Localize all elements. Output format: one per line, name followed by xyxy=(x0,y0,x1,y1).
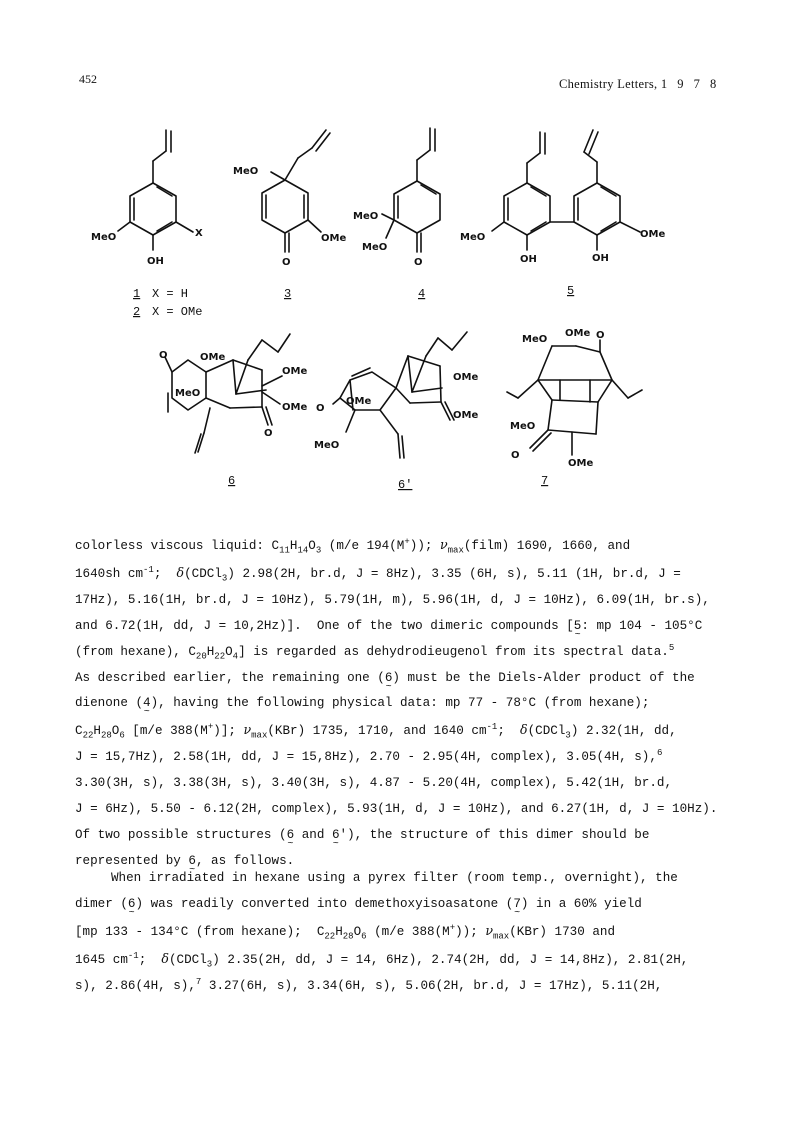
para1-line-5: (from hexane), $C_{20}H_{22}O_4$] is regarded as dehydrodieugenol from its spectral data.$^5$ xyxy=(75,642,675,662)
ome-label-6p-b: OMe xyxy=(453,372,479,383)
structure-7 xyxy=(507,340,642,455)
para1-line-8: $C_{22}H_{28}O_6$ [m/e 388(M+)]; $\nu_{max}(KBr)$ 1735, 1710, and 1640 $cm^{-1}$; δ(CDCl$_3$) 2.32(1H, dd, xyxy=(75,722,677,741)
para1-line-6: As described earlier, the remaining one (6 ~) must be the Diels-Alder product of the xyxy=(75,666,725,692)
para1-line-10: 3.30(3H, s), 3.38(3H, s), 3.40(3H, s), 4.87 - 5.20(4H, complex), 5.42(1H, br.d, xyxy=(75,776,673,791)
ome-label-6b: OMe xyxy=(282,366,308,377)
compound-number-6-prime: 6' xyxy=(398,478,413,492)
structure-5 xyxy=(492,130,640,250)
structure-1-2 xyxy=(118,130,193,250)
legend-2: X = OMe xyxy=(152,305,203,319)
compound-number-5: 5 xyxy=(567,284,575,298)
ome-label-6c: OMe xyxy=(282,402,308,413)
x-label-1: X xyxy=(195,228,203,239)
para2-line-1: When irradiated in hexane using a pyrex filter (room temp., overnight), the xyxy=(111,871,678,885)
meo-label-6: MeO xyxy=(175,388,201,399)
meo-label-1: MeO xyxy=(91,232,117,243)
oh-label-1: OH xyxy=(147,256,164,267)
compound-number-6: 6 xyxy=(228,474,236,488)
meo-label-3: MeO xyxy=(233,166,259,177)
o-label-6p: O xyxy=(316,403,325,414)
ome-label-5: OMe xyxy=(640,229,666,240)
compound-number-2: 2 xyxy=(133,305,141,319)
ome-label-3: OMe xyxy=(321,233,347,244)
compound-number-7: 7 xyxy=(541,474,549,488)
oh-label-5a: OH xyxy=(520,254,537,265)
meo-label-6p: MeO xyxy=(314,440,340,451)
para2-line-4: 1645 $cm^{-1}$; δ(CDCl$_3$) 2.35(2H, dd, J = 14, 6Hz), 2.74(2H, dd, J = 14,8Hz), 2.81(2H, xyxy=(75,950,689,970)
compound-number-3: 3 xyxy=(284,287,292,301)
para2-line-2: dimer (6 ~) was readily converted into demethoxyisoasatone (7 ~) in a 60% yield xyxy=(75,892,725,918)
compound-number-4: 4 xyxy=(418,287,426,301)
para2-line-3: [mp 133 - 134°C (from hexane); $C_{22}H_{28}O_6$ (m/e 388(M+)); $\nu_{max}(KBr)$ 1730 and xyxy=(75,922,616,942)
structure-3 xyxy=(262,130,330,252)
paragraph-2 xyxy=(75,866,725,1000)
o-label-7a: O xyxy=(596,330,605,341)
para1-line-13: represented by 6 ~, as follows. xyxy=(75,849,725,875)
para2-line-5: s), 2.86(4H, s),$^7$ 3.27(6H, s), 3.34(6H, s), 5.06(2H, br.d, J = 17Hz), 5.11(2H, xyxy=(75,976,663,993)
compound-number-1: 1 xyxy=(133,287,141,301)
legend-1: X = H xyxy=(152,287,189,301)
o-label-6b: O xyxy=(264,428,273,439)
paragraph-1 xyxy=(75,532,725,875)
meo-label-4b: MeO xyxy=(362,242,388,253)
journal-year: 1 9 7 8 xyxy=(660,77,720,91)
page-number: 452 xyxy=(79,72,97,86)
para1-line-9: J = 15,7Hz), 2.58(1H, dd, J = 15,8Hz), 2.70 - 2.95(4H, complex), 3.05(4H, s),$^6$ xyxy=(75,748,663,765)
structure-6-prime xyxy=(333,332,467,458)
oh-label-5b: OH xyxy=(592,253,609,264)
chemical-structures-figure xyxy=(0,0,793,520)
para1-line-11: J = 6Hz), 5.50 - 6.12(2H, complex), 5.93(1H, d, J = 10Hz), and 6.27(1H, d, J = 10Hz). xyxy=(75,802,718,817)
meo-label-4a: MeO xyxy=(353,211,379,222)
para1-line-7: dienone (4 ~), having the following physical data: mp 77 - 78°C (from hexane); xyxy=(75,691,725,717)
ome-label-7b: OMe xyxy=(568,458,594,469)
ome-label-7a: OMe xyxy=(565,328,591,339)
o-label-6a: O xyxy=(159,350,168,361)
para1-line-4: and 6.72(1H, dd, J = 10,2Hz)]. One of the two dimeric compounds [5 ~: mp 104 - 105°C xyxy=(75,614,725,640)
meo-label-5: MeO xyxy=(460,232,486,243)
ome-label-6p-a: OMe xyxy=(346,396,372,407)
o-label-4: O xyxy=(414,257,423,268)
para1-line-2: 1640sh $cm^{-1}$; δ(CDCl$_3$) 2.98(2H, br.d, J = 8Hz), 3.35 (6H, s), 5.11 (1H, br.d, J = xyxy=(75,564,681,584)
structure-4 xyxy=(382,128,440,252)
para1-line-1: colorless viscous liquid: $C_{11}H_{14}O_3$ (m/e 194(M+)); $\nu_{max}(film)$ 1690, 1660, and xyxy=(75,536,631,556)
o-label-7b: O xyxy=(511,450,520,461)
ome-label-6a: OMe xyxy=(200,352,226,363)
meo-label-7a: MeO xyxy=(522,334,548,345)
meo-label-7b: MeO xyxy=(510,421,536,432)
para1-line-12: Of two possible structures (6 ~ and 6 ~'), the structure of this dimer should be xyxy=(75,823,725,849)
para1-line-3: 17Hz), 5.16(1H, br.d, J = 10Hz), 5.79(1H, m), 5.96(1H, d, J = 10Hz), 6.09(1H, br.s), xyxy=(75,592,710,607)
journal-name: Chemistry Letters, xyxy=(559,77,658,91)
ome-label-6p-c: OMe xyxy=(453,410,479,421)
o-label-3: O xyxy=(282,257,291,268)
